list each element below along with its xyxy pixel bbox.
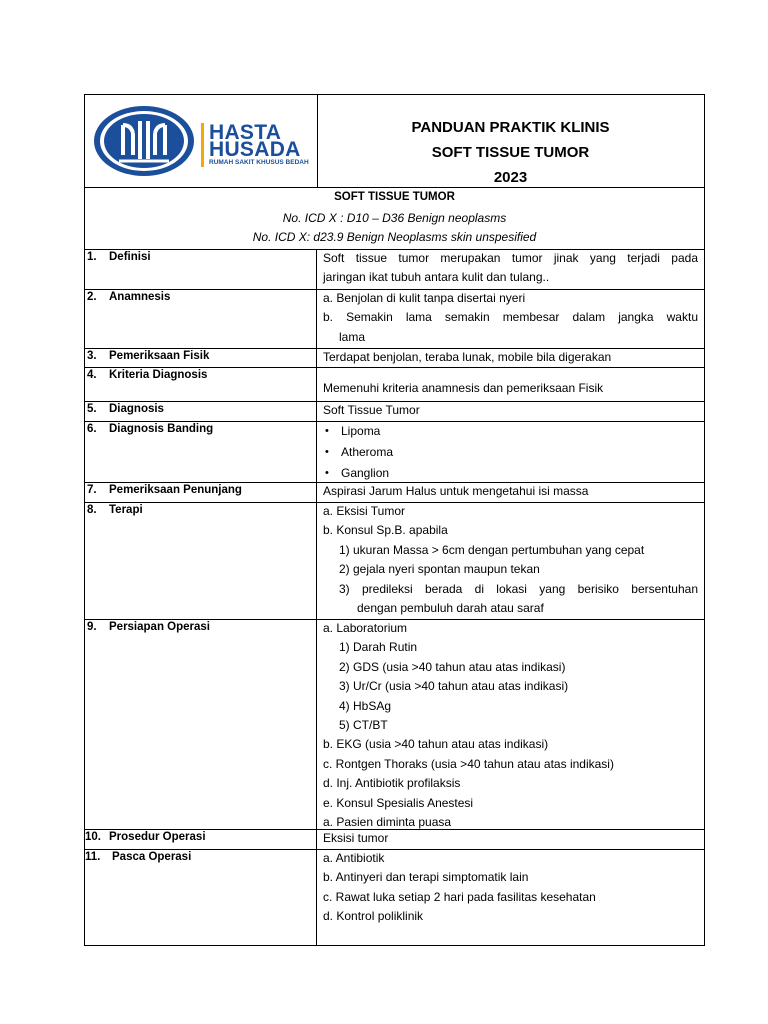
row-pemeriksaan-penunjang — [85, 482, 704, 503]
row-diagnosis — [85, 401, 704, 422]
row-value — [323, 401, 698, 420]
value-line: a. Pasien diminta puasa — [323, 815, 452, 830]
row-number: 3. — [87, 350, 97, 362]
value-line: d. Kontrol poliklinik — [323, 909, 424, 924]
row-number: 6. — [87, 423, 97, 435]
bullet-item: • Ganglion — [323, 463, 698, 484]
row-pemeriksaan-fisik — [85, 348, 704, 368]
value-line: dengan pembuluh darah atau saraf — [357, 601, 544, 616]
value-line: 1) ukuran Massa > 6cm dengan pertumbuhan yang cepat — [339, 542, 645, 557]
value-line: jaringan ikat tubuh antara kulit dan tulang.. — [323, 270, 550, 285]
value-line: 4) HbSAg — [339, 698, 392, 713]
row-number: 10. — [85, 831, 101, 843]
value-line: b. Antinyeri dan terapi simptomatik lain — [323, 870, 529, 885]
value-line: b. EKG (usia >40 tahun atau atas indikasi) — [323, 737, 549, 752]
row-number: 7. — [87, 484, 97, 496]
row-anamnesis — [85, 289, 704, 349]
value-line: b. Konsul Sp.B. apabila — [323, 523, 448, 538]
value-line: Aspirasi Jarum Halus untuk mengetahui isi massa — [323, 484, 589, 498]
value-line: 5) CT/BT — [339, 718, 388, 733]
value-line: 3) Ur/Cr (usia >40 tahun atau atas indikasi) — [339, 679, 569, 694]
row-label: Pemeriksaan Fisik — [109, 350, 210, 362]
value-line: Soft Tissue Tumor — [323, 403, 420, 417]
row-number: 9. — [87, 621, 97, 633]
row-label: Pemeriksaan Penunjang — [109, 484, 242, 496]
row-number: 2. — [87, 291, 97, 303]
header-row — [85, 95, 704, 188]
logo-name-line1: HASTA — [209, 121, 282, 144]
row-prosedur-operasi — [85, 829, 704, 850]
logo-name-line2: HUSADA — [209, 138, 301, 161]
row-label: Terapi — [109, 504, 143, 516]
row-pasca-operasi — [85, 849, 704, 945]
row-label: Anamnesis — [109, 291, 171, 303]
hasta-husada-logo-icon — [93, 105, 195, 177]
row-label: Diagnosis — [109, 403, 164, 415]
row-label: Persiapan Operasi — [109, 621, 210, 633]
row-number: 8. — [87, 504, 97, 516]
row-number: 5. — [87, 403, 97, 415]
row-value — [323, 619, 698, 832]
value-line: c. Rawat luka setiap 2 hari pada fasilitas kesehatan — [323, 889, 596, 904]
clinical-guideline-table — [84, 94, 705, 946]
value-line: 2) GDS (usia >40 tahun atau atas indikasi) — [339, 659, 566, 674]
logo-divider — [201, 123, 204, 167]
title-line3: 2023 — [493, 169, 528, 186]
value-line: a. Eksisi Tumor — [323, 504, 406, 518]
value-line: 3) predileksi berada di lokasi yang berisiko bersentuhan — [339, 581, 698, 596]
row-kriteria-diagnosis — [85, 367, 704, 402]
bullet-item: • Atheroma — [323, 442, 698, 463]
row-value — [323, 829, 698, 848]
row-terapi — [85, 502, 704, 620]
value-line: b. Semakin lama semakin membesar dalam jangka waktu — [323, 310, 698, 325]
icd-code-2: No. ICD X: d23.9 Benign Neoplasms skin unspesified — [252, 230, 537, 244]
sub-header — [85, 187, 704, 250]
row-label: Kriteria Diagnosis — [109, 369, 208, 381]
title-cell — [317, 95, 704, 187]
row-value — [323, 502, 698, 618]
title-line1: PANDUAN PRAKTIK KLINIS — [411, 119, 610, 136]
row-label: Pasca Operasi — [112, 851, 192, 863]
value-line: Memenuhi kriteria anamnesis dan pemeriksaan Fisik — [323, 381, 604, 395]
row-definisi — [85, 249, 704, 290]
value-line: 2) gejala nyeri spontan maupun tekan — [339, 562, 540, 577]
value-line: e. Konsul Spesialis Anestesi — [323, 795, 474, 810]
value-line: a. Laboratorium — [323, 621, 408, 635]
row-value — [323, 289, 698, 347]
row-number: 1. — [87, 251, 97, 263]
row-number: 4. — [87, 369, 97, 381]
value-line: Soft tissue tumor merupakan tumor jinak yang terjadi pada — [323, 251, 698, 265]
row-value — [323, 348, 698, 367]
row-number: 11. — [85, 851, 101, 863]
logo-cell — [85, 95, 318, 187]
row-label: Prosedur Operasi — [109, 831, 206, 843]
value-line: c. Rontgen Thoraks (usia >40 tahun atau atas indikasi) — [323, 756, 614, 771]
value-line: d. Inj. Antibiotik profilaksis — [323, 776, 461, 791]
row-persiapan-operasi — [85, 619, 704, 830]
row-diagnosis-banding — [85, 421, 704, 483]
subheader-title: SOFT TISSUE TUMOR — [334, 191, 455, 203]
row-value — [323, 379, 698, 398]
value-line: lama — [339, 329, 366, 344]
row-label: Diagnosis Banding — [109, 423, 214, 435]
value-line: a. Benjolan di kulit tanpa disertai nyeri — [323, 291, 526, 305]
row-value — [323, 849, 698, 927]
title-line2: SOFT TISSUE TUMOR — [431, 144, 590, 161]
logo-tagline: RUMAH SAKIT KHUSUS BEDAH — [209, 159, 309, 166]
row-value — [323, 421, 698, 484]
bullet-item: • Lipoma — [323, 421, 698, 442]
value-line: a. Antibiotik — [323, 851, 385, 865]
row-value — [323, 249, 698, 288]
row-label: Definisi — [109, 251, 151, 263]
value-line: 1) Darah Rutin — [339, 640, 418, 655]
icd-code-1: No. ICD X : D10 – D36 Benign neoplasms — [282, 211, 507, 225]
value-line: Eksisi tumor — [323, 831, 389, 845]
value-line: Terdapat benjolan, teraba lunak, mobile bila digerakan — [323, 350, 612, 364]
row-value — [323, 482, 698, 501]
